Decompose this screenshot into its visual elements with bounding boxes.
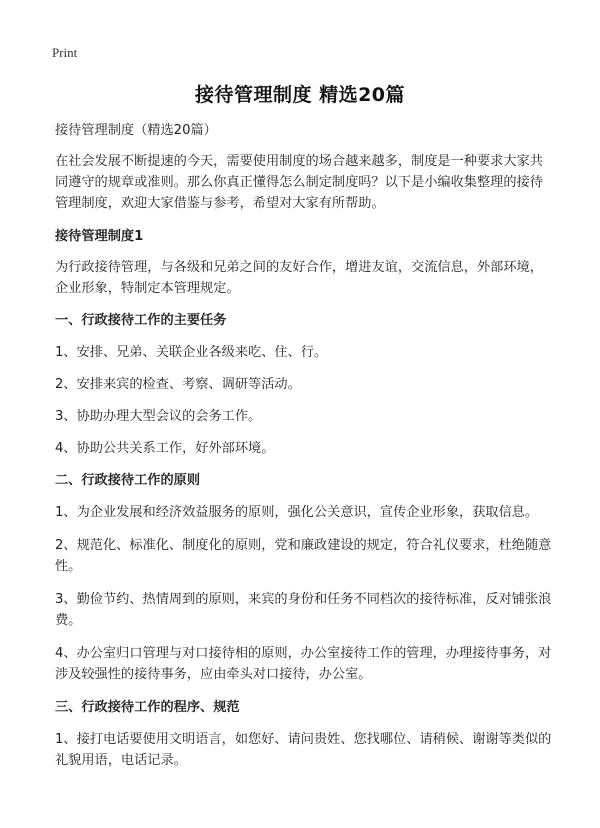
- intro-paragraph: 在社会发展不断提速的今天，需要使用制度的场合越来越多，制度是一种要求大家共同遵守的规章或准则。那么你真正懂得怎么制定制度吗？以下是小编收集整理的接待管理制度，欢迎大家借鉴与参考，希望对大家有所帮助。: [55, 154, 543, 211]
- section-title: 接待管理制度1: [55, 229, 144, 244]
- list-item: 1、安排、兄弟、关联企业各级来吃、住、行。: [55, 345, 328, 360]
- list-item: 4、办公室归口管理与对口接待相的原则，办公室接待工作的管理，办理接待事务，对涉及较强性的接待事务，应由牵头对口接待，办公室。: [55, 646, 552, 682]
- part-heading-3: 三、行政接待工作的程序、规范: [55, 700, 240, 715]
- list-item: 3、勤俭节约、热情周到的原则，来宾的身份和任务不同档次的接待标准，反对铺张浪费。: [55, 592, 552, 628]
- list-item: 3、协助办理大型会议的会务工作。: [55, 409, 262, 424]
- document-title: 接待管理制度 精选20篇: [194, 84, 406, 106]
- part-heading-2: 二、行政接待工作的原则: [55, 473, 201, 488]
- list-item: 1、接打电话要使用文明语言，如您好、请问贵姓、您找哪位、请稍候、谢谢等类似的礼貌用语，电话记录。: [55, 732, 552, 768]
- document-subtitle: 接待管理制度（精选20篇）: [55, 123, 217, 138]
- section-intro: 为行政接待管理，与各级和兄弟之间的友好合作，增进友谊，交流信息，外部环境，企业形象，特制定本管理规定。: [55, 260, 543, 296]
- list-item: 2、安排来宾的检查、考察、调研等活动。: [55, 377, 301, 392]
- print-link[interactable]: Print: [52, 45, 78, 60]
- list-item: 1、为企业发展和经济效益服务的原则，强化公关意识，宣传企业形象，获取信息。: [55, 505, 539, 520]
- list-item: 2、规范化、标准化、制度化的原则，党和廉政建设的规定，符合礼仪要求，杜绝随意性。: [55, 538, 552, 574]
- part-heading-1: 一、行政接待工作的主要任务: [55, 313, 227, 328]
- document-body: [55, 120, 553, 783]
- list-item: 4、协助公共关系工作，好外部环境。: [55, 441, 275, 456]
